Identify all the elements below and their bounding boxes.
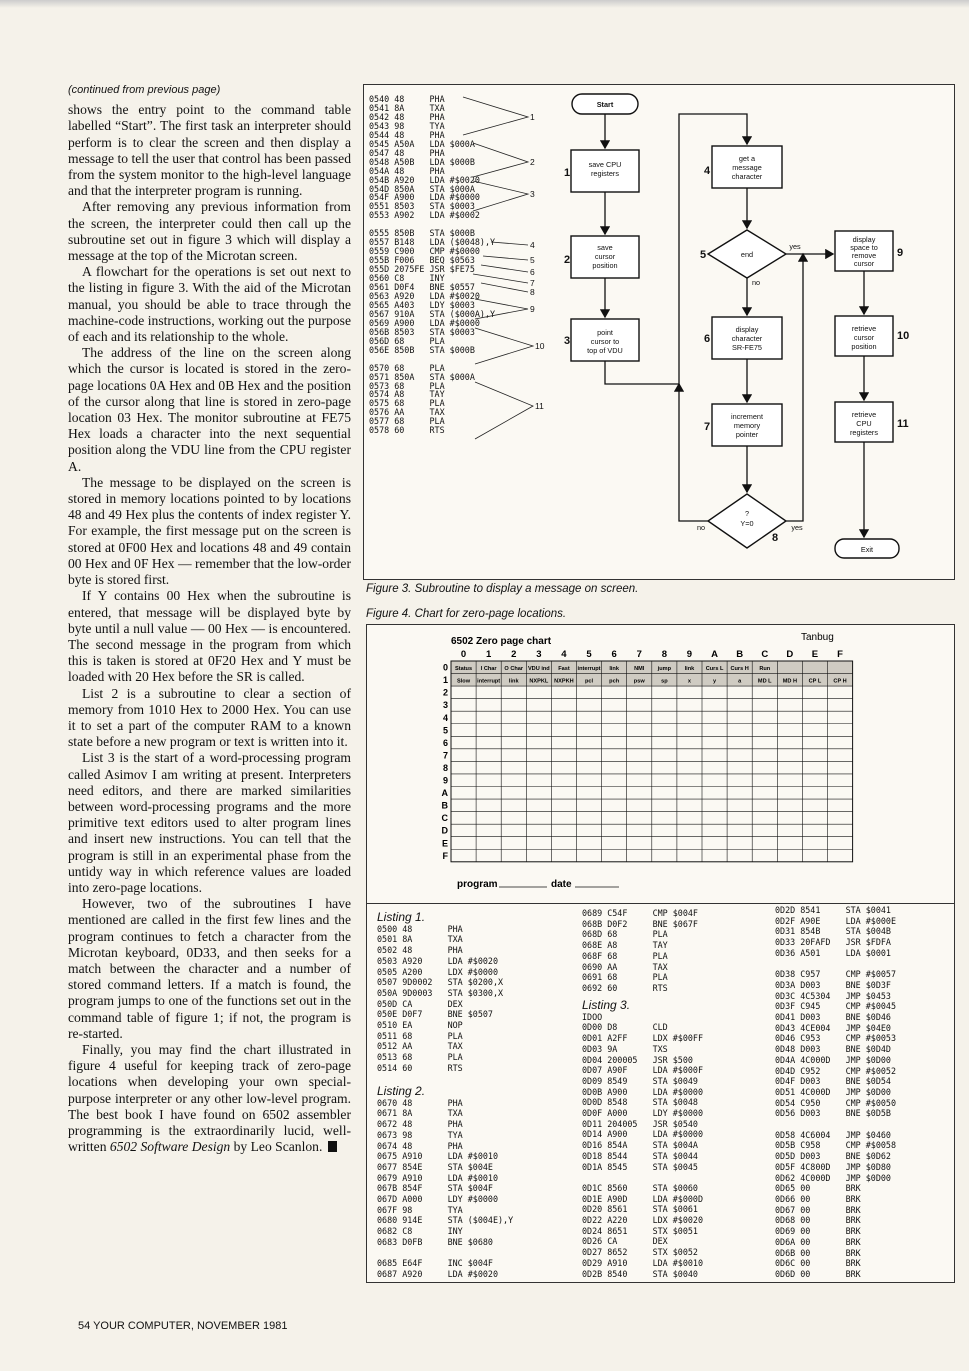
row-header: 1	[442, 675, 448, 686]
continued-note: (continued from previous page)	[68, 84, 221, 96]
col-header: 1	[486, 649, 492, 660]
row-header: 2	[442, 687, 448, 698]
step-number: 9	[897, 247, 904, 259]
listing-3	[582, 1000, 703, 1279]
zero-page-cell: interrupt	[477, 678, 501, 685]
article-paragraphs	[68, 102, 351, 1042]
article-text-column	[68, 82, 351, 1155]
page-footer: 54 YOUR COMPUTER, NOVEMBER 1981	[78, 1320, 288, 1332]
box-text: registers	[850, 428, 878, 437]
article-paragraph: The address of the line on the screen along which the cursor is located is stored in the zero-page locations 0A Hex and 0B Hex and the position of the cursor along that line is stored in zero-page location 03 Hex. The monitor subroutine at FE75 Hex loads a character into the next sequential position along the VDU line from the CPU register A.	[68, 345, 351, 474]
box-text: memory	[733, 421, 761, 430]
listings-panel	[366, 903, 955, 1283]
box-text: pointer	[735, 430, 759, 439]
zero-page-cell: pcl	[585, 678, 594, 685]
article-paragraph: shows the entry point to the command table labelled “Start”. The first task an interpreter should perform is to clear the screen and then display a message to tell the user that control has been passed from the system monitor to the high-level language and that the interpreter program is running.	[68, 102, 351, 199]
zero-page-cell: jump	[657, 666, 672, 673]
step-number: 6	[704, 333, 711, 345]
col-header: 4	[561, 649, 567, 660]
zero-page-cell: link	[684, 666, 695, 673]
box-text: cursor	[594, 252, 616, 261]
col-header: 8	[661, 649, 667, 660]
box-text: display	[735, 325, 759, 334]
col-header: 6	[611, 649, 617, 660]
box-text: space to	[850, 243, 878, 252]
zero-page-cell: O Char	[504, 666, 524, 673]
bracket-label: 5	[530, 255, 535, 265]
bracket-label: 4	[530, 240, 535, 250]
zero-page-cell: Slow	[457, 678, 471, 685]
listing-2-code: 0670 48 PHA 0671 8A TXA 0672 48 PHA 0673 98 TYA 0674 48 PHA 0675 A910 LDA #$0010 0677 854E STA $004E 0679 A910 LDA #$0010 067B 854F STA $004F 067D A000 LDY #$0000 067F 98 TYA 0680 914E STA ($004E),Y 0682 C8 INY 0683 D0FB BNE $0680 0685 E64F INC $004F 0687 A920 LDA #$0020	[377, 1097, 514, 1279]
box-text: message	[732, 163, 762, 172]
box-text: get a	[738, 154, 756, 163]
exit-label: Exit	[860, 545, 874, 554]
zero-page-cell: a	[738, 678, 742, 685]
step-number: 5	[700, 249, 707, 261]
listing-1-heading: Listing 1.	[377, 910, 426, 924]
box-text: point	[597, 328, 613, 337]
bracket-label: 3	[530, 189, 535, 199]
zero-page-cell: link	[508, 678, 519, 685]
bracket-label: 2	[530, 157, 535, 167]
row-header: 6	[442, 737, 448, 748]
step-number: 2	[564, 254, 571, 266]
box-text: top of VDU	[587, 346, 623, 355]
no-label: no	[696, 523, 706, 532]
col-header: 5	[586, 649, 592, 660]
article-paragraph: If Y contains 00 Hex when the subroutine is entered, that message will be displayed byte by byte until a null value — 00 Hex — is encountered. The second message in the program from which this is taken is stored at 0F20 Hex and Y must be loaded with 20 Hex before the SR is called.	[68, 588, 351, 685]
figure-4-panel	[366, 624, 955, 904]
decision-text: Y=0	[740, 519, 754, 528]
zero-page-cell: x	[687, 678, 692, 685]
zero-page-cell: NXPKH	[554, 678, 574, 685]
row-header: 9	[442, 775, 448, 786]
zero-page-cell: Fast	[558, 666, 570, 673]
book-title: 6502 Software Design	[109, 1139, 231, 1155]
step-number: 10	[897, 330, 910, 342]
yes-label: yes	[791, 523, 803, 532]
zero-page-cell: link	[609, 666, 619, 673]
zero-page-cell: CP H	[833, 678, 847, 685]
decision-text: end	[740, 250, 754, 259]
date-label: date	[551, 879, 572, 890]
box-text: position	[592, 261, 618, 270]
row-header: D	[441, 825, 448, 836]
row-header: C	[441, 813, 448, 824]
col-header: D	[786, 649, 794, 660]
box-text: character	[731, 172, 763, 181]
article-paragraph: However, two of the subroutines I have mentioned are called in the first few lines and the program continues to fetch a character from the Microtan keyboard, 0D33, and then seeks for a match between the character and a number of stored command letters. If a match is found, the program jumps to one of the functions set out in the command table of figure 1; if not, the program is re-started.	[68, 896, 351, 1041]
zero-page-cell: pch	[609, 678, 620, 685]
zero-page-cell: Curs H	[730, 666, 749, 673]
zero-page-cell: I Char	[480, 666, 497, 673]
row-header: A	[441, 788, 448, 799]
box-text: increment	[730, 412, 764, 421]
row-header: B	[441, 800, 448, 811]
listing-3-code: IDOO 0D00 D8 CLD 0D01 A2FF LDX #$00FF 0D03 9A TXS 0D04 200005 JSR $500 0D07 A90F LDA #$000F 0D09 8549 STA $0049 0D0B A900 LDA #$0000 0D0D 8548 STA $0048 0D0F A000 LDY #$0000 0D11 204005 JSR $0540 0D14 A900 LDA #$0000 0D16 854A STA $004A 0D18 8544 STA $0044 0D1A 8545 STA $0045 0D1C 8560 STA $0060 0D1E A90D LDA #$000D 0D20 8561 STA $0061 0D22 A220 LDX #$0020 0D24 8651 STX $0051 0D26 CA DEX 0D27 8652 STX $0052 0D29 A910 LDA #$0010 0D2B 8540 STA $0040	[582, 1011, 704, 1279]
zero-page-cell: MD L	[757, 678, 772, 685]
row-header: 5	[442, 725, 448, 736]
no-label: no	[751, 278, 761, 287]
box-text: save CPU	[588, 160, 622, 169]
step-number: 3	[564, 335, 571, 347]
box-text: display	[852, 235, 876, 244]
col-header: 0	[460, 649, 467, 660]
decision-text: ?	[744, 509, 750, 518]
article-paragraph: A flowchart for the operations is set out next to the listing in figure 3. With the aid of the Microtan manual, you should be able to trace through the machine-code instructions, working out the purpose of each and its relationship to the whole.	[68, 264, 351, 345]
step-number: 11	[897, 418, 909, 430]
zero-page-cell: y	[712, 678, 717, 685]
col-header: F	[837, 649, 843, 660]
article-paragraph-final: Finally, you may find the chart illustrated in figure 4 useful for keeping track of zero-page locations when developing your own special-purpose interpreter or any other low-level program. The best book I have found on 6502 assembler programming is the extraordinarily lucid, well-written 6502 Software Design by Leo Scanlon.	[68, 1041, 351, 1155]
yes-label: yes	[789, 242, 801, 251]
zero-page-cell: Curs L	[705, 666, 724, 673]
bracket-label: 11	[535, 401, 544, 411]
zero-page-cell: CP L	[808, 678, 822, 685]
article-paragraph: List 2 is a subroutine to clear a section of memory from 1010 Hex to 2000 Hex. You can use it to set a part of the computer RAM to a known state before a new program or text is written into it.	[68, 685, 351, 750]
step-number: 1	[564, 167, 571, 179]
zero-page-cell: sp	[661, 678, 668, 685]
listing-brackets	[463, 97, 533, 439]
row-header: 0	[442, 662, 448, 673]
program-label: program	[457, 879, 498, 890]
box-text: cursor	[853, 333, 875, 342]
article-paragraph: After removing any previous information from the screen, the interpreter could then call up the subroutine set out in figure 3 which will display a message at the top of the Microtan screen.	[68, 199, 351, 264]
article-paragraph: List 3 is the start of a word-processing program called Asimov I am writing at present. Interpreters need editors, and there are marked similarities between word-processing programs and the more primitive text editors used to alter program lines and insert new instructions. You can tell that the program is still in an experimental phase from the untidy way in which reference values are loaded into zero-page locations.	[68, 750, 351, 895]
box-text: SR-FE75	[731, 343, 763, 352]
zero-page-cell: Status	[454, 666, 473, 673]
figure-3-graphics	[363, 84, 955, 580]
box-text: retrieve	[851, 410, 877, 419]
box-text: remove	[851, 251, 877, 260]
step-number: 4	[704, 165, 711, 177]
listing-2-heading: Listing 2.	[377, 1084, 426, 1098]
col-header: 9	[686, 649, 693, 660]
row-header: 4	[442, 712, 448, 723]
box-text: registers	[591, 169, 619, 178]
zero-page-cell: psw	[633, 678, 645, 685]
zero-page-cell: Run	[759, 666, 771, 673]
figure-3-listing: 0540 48 PHA 0541 8A TXA 0542 48 PHA 0543 98 TYA 0544 48 PHA 0545 A50A LDA $000A 0547 48 PHA 0548 A50B LDA $000B 054A 48 PHA 054B A920 LDA #$0020 054D 850A STA $000A 054F A900 LDA #$0000 0551 8503 STA $0003 0553 A902 LDA #$0002 0555 850B STA $000B 0557 B148 LDA ($0048),Y 0559 C900 CMP #$0000 055B F006 BEQ $0563 055D 2075FE JSR $FE75 0560 C8 INY 0561 D0F4 BNE $0557 0563 A920 LDA #$0020 0565 A403 LDY $0003 0567 910A STA ($000A),Y 0569 A900 LDA #$0000 056B 8503 STA $0003 056D 68 PLA 056E 850B STA $000B 0570 68 PLA 0571 850A STA $000A 0573 68 PLA 0574 A8 TAY 0575 68 PLA 0576 AA TAX 0577 68 PLA 0578 60 RTS	[369, 94, 496, 436]
figure-3-caption: Figure 3. Subroutine to display a message on screen.	[366, 583, 639, 595]
step-number: 7	[704, 421, 711, 433]
box-text: cursor to	[590, 337, 620, 346]
bracket-label: 9	[530, 304, 535, 314]
zero-page-chart	[367, 625, 954, 903]
zero-page-cell: interrupt	[577, 666, 601, 673]
col-header: E	[811, 649, 819, 660]
article-paragraph: The message to be displayed on the screen is stored in memory locations pointed to by locations 48 and 49 Hex plus the contents of index register Y. For example, the first message put on the screen is stored at 0F00 Hex and locations 48 and 49 contain 00 Hex and 0F Hex — remember that the low-order byte is stored first.	[68, 474, 351, 588]
row-header: 7	[442, 750, 448, 761]
bracket-label: 6	[530, 267, 535, 277]
step-number: 8	[772, 532, 779, 544]
zero-page-cell: MD H	[782, 678, 797, 685]
box-text: cursor	[853, 259, 875, 268]
chart-brand: Tanbug	[801, 632, 834, 643]
bracket-label: 7	[530, 278, 535, 288]
box-text: retrieve	[851, 324, 877, 333]
start-label: Start	[596, 100, 614, 109]
box-text: character	[731, 334, 763, 343]
zero-page-cell: NXPKL	[529, 678, 549, 685]
box-text: position	[851, 342, 877, 351]
row-header: F	[442, 850, 448, 861]
listing-1	[377, 912, 503, 1074]
listing-3-heading: Listing 3.	[582, 998, 631, 1012]
zero-page-cell: NMI	[634, 666, 645, 673]
page-top-edge	[0, 0, 969, 8]
col-header: B	[736, 649, 744, 660]
zero-page-cell: VDU ind	[527, 666, 550, 673]
box-text: CPU	[856, 419, 872, 428]
row-header: E	[441, 838, 448, 849]
chart-title: 6502 Zero page chart	[451, 636, 552, 647]
col-header: 2	[511, 649, 517, 660]
end-mark	[328, 1141, 337, 1152]
col-header: 3	[536, 649, 542, 660]
col-header: 7	[636, 649, 642, 660]
bracket-label: 8	[530, 287, 535, 297]
listing-2-continued: 0689 C54F CMP $004F 068B D0F2 BNE $067F 068D 68 PLA 068E A8 TAY 068F 68 PLA 0690 AA TAX 0691 68 PLA 0692 60 RTS	[582, 908, 698, 993]
row-header: 8	[442, 762, 448, 773]
listing-3-continued: 0D2D 8541 STA $0041 0D2F A90E LDA #$000E 0D31 854B STA $004B 0D33 20FAFD JSR $FDFA 0D36 A501 LDA $0001 0D38 C957 CMP #$0057 0D3A D003 BNE $0D3F 0D3C 4C5304 JMP $0453 0D3F C945 CMP #$0045 0D41 D003 BNE $0D46 0D43 4CE004 JMP $04E0 0D46 C953 CMP #$0053 0D48 D003 BNE $0D4D 0D4A 4C000D JMP $0D00 0D4D C952 CMP #$0052 0D4F D003 BNE $0D54 0D51 4C000D JMP $0D00 0D54 C950 CMP #$0050 0D56 D003 BNE $0D5B 0D58 4C6004 JMP $0460 0D5B C958 CMP #$0058 0D5D D003 BNE $0D62 0D5F 4C800D JMP $0D80 0D62 4C000D JMP $0D00 0D65 00 BRK 0D66 00 BRK 0D67 00 BRK 0D68 00 BRK 0D69 00 BRK 0D6A 00 BRK 0D6B 00 BRK 0D6C 00 BRK 0D6D 00 BRK	[775, 905, 897, 1279]
bracket-label: 1	[530, 112, 535, 122]
listing-1-code: 0500 48 PHA 0501 8A TXA 0502 48 PHA 0503 A920 LDA #$0020 0505 A200 LDX #$0000 0507 9D0002 STA $0200,X 050A 9D0003 STA $0300,X 050D CA DEX 050E D0F7 BNE $0507 0510 EA NOP 0511 68 PLA 0512 AA TAX 0513 68 PLA 0514 60 RTS	[377, 923, 504, 1073]
listing-2	[377, 1086, 513, 1280]
col-header: C	[761, 649, 769, 660]
box-text: save	[597, 243, 613, 252]
bracket-label: 10	[535, 341, 545, 351]
col-header: A	[711, 649, 718, 660]
row-header: 3	[442, 700, 448, 711]
figure-4-caption: Figure 4. Chart for zero-page locations.	[366, 608, 567, 620]
